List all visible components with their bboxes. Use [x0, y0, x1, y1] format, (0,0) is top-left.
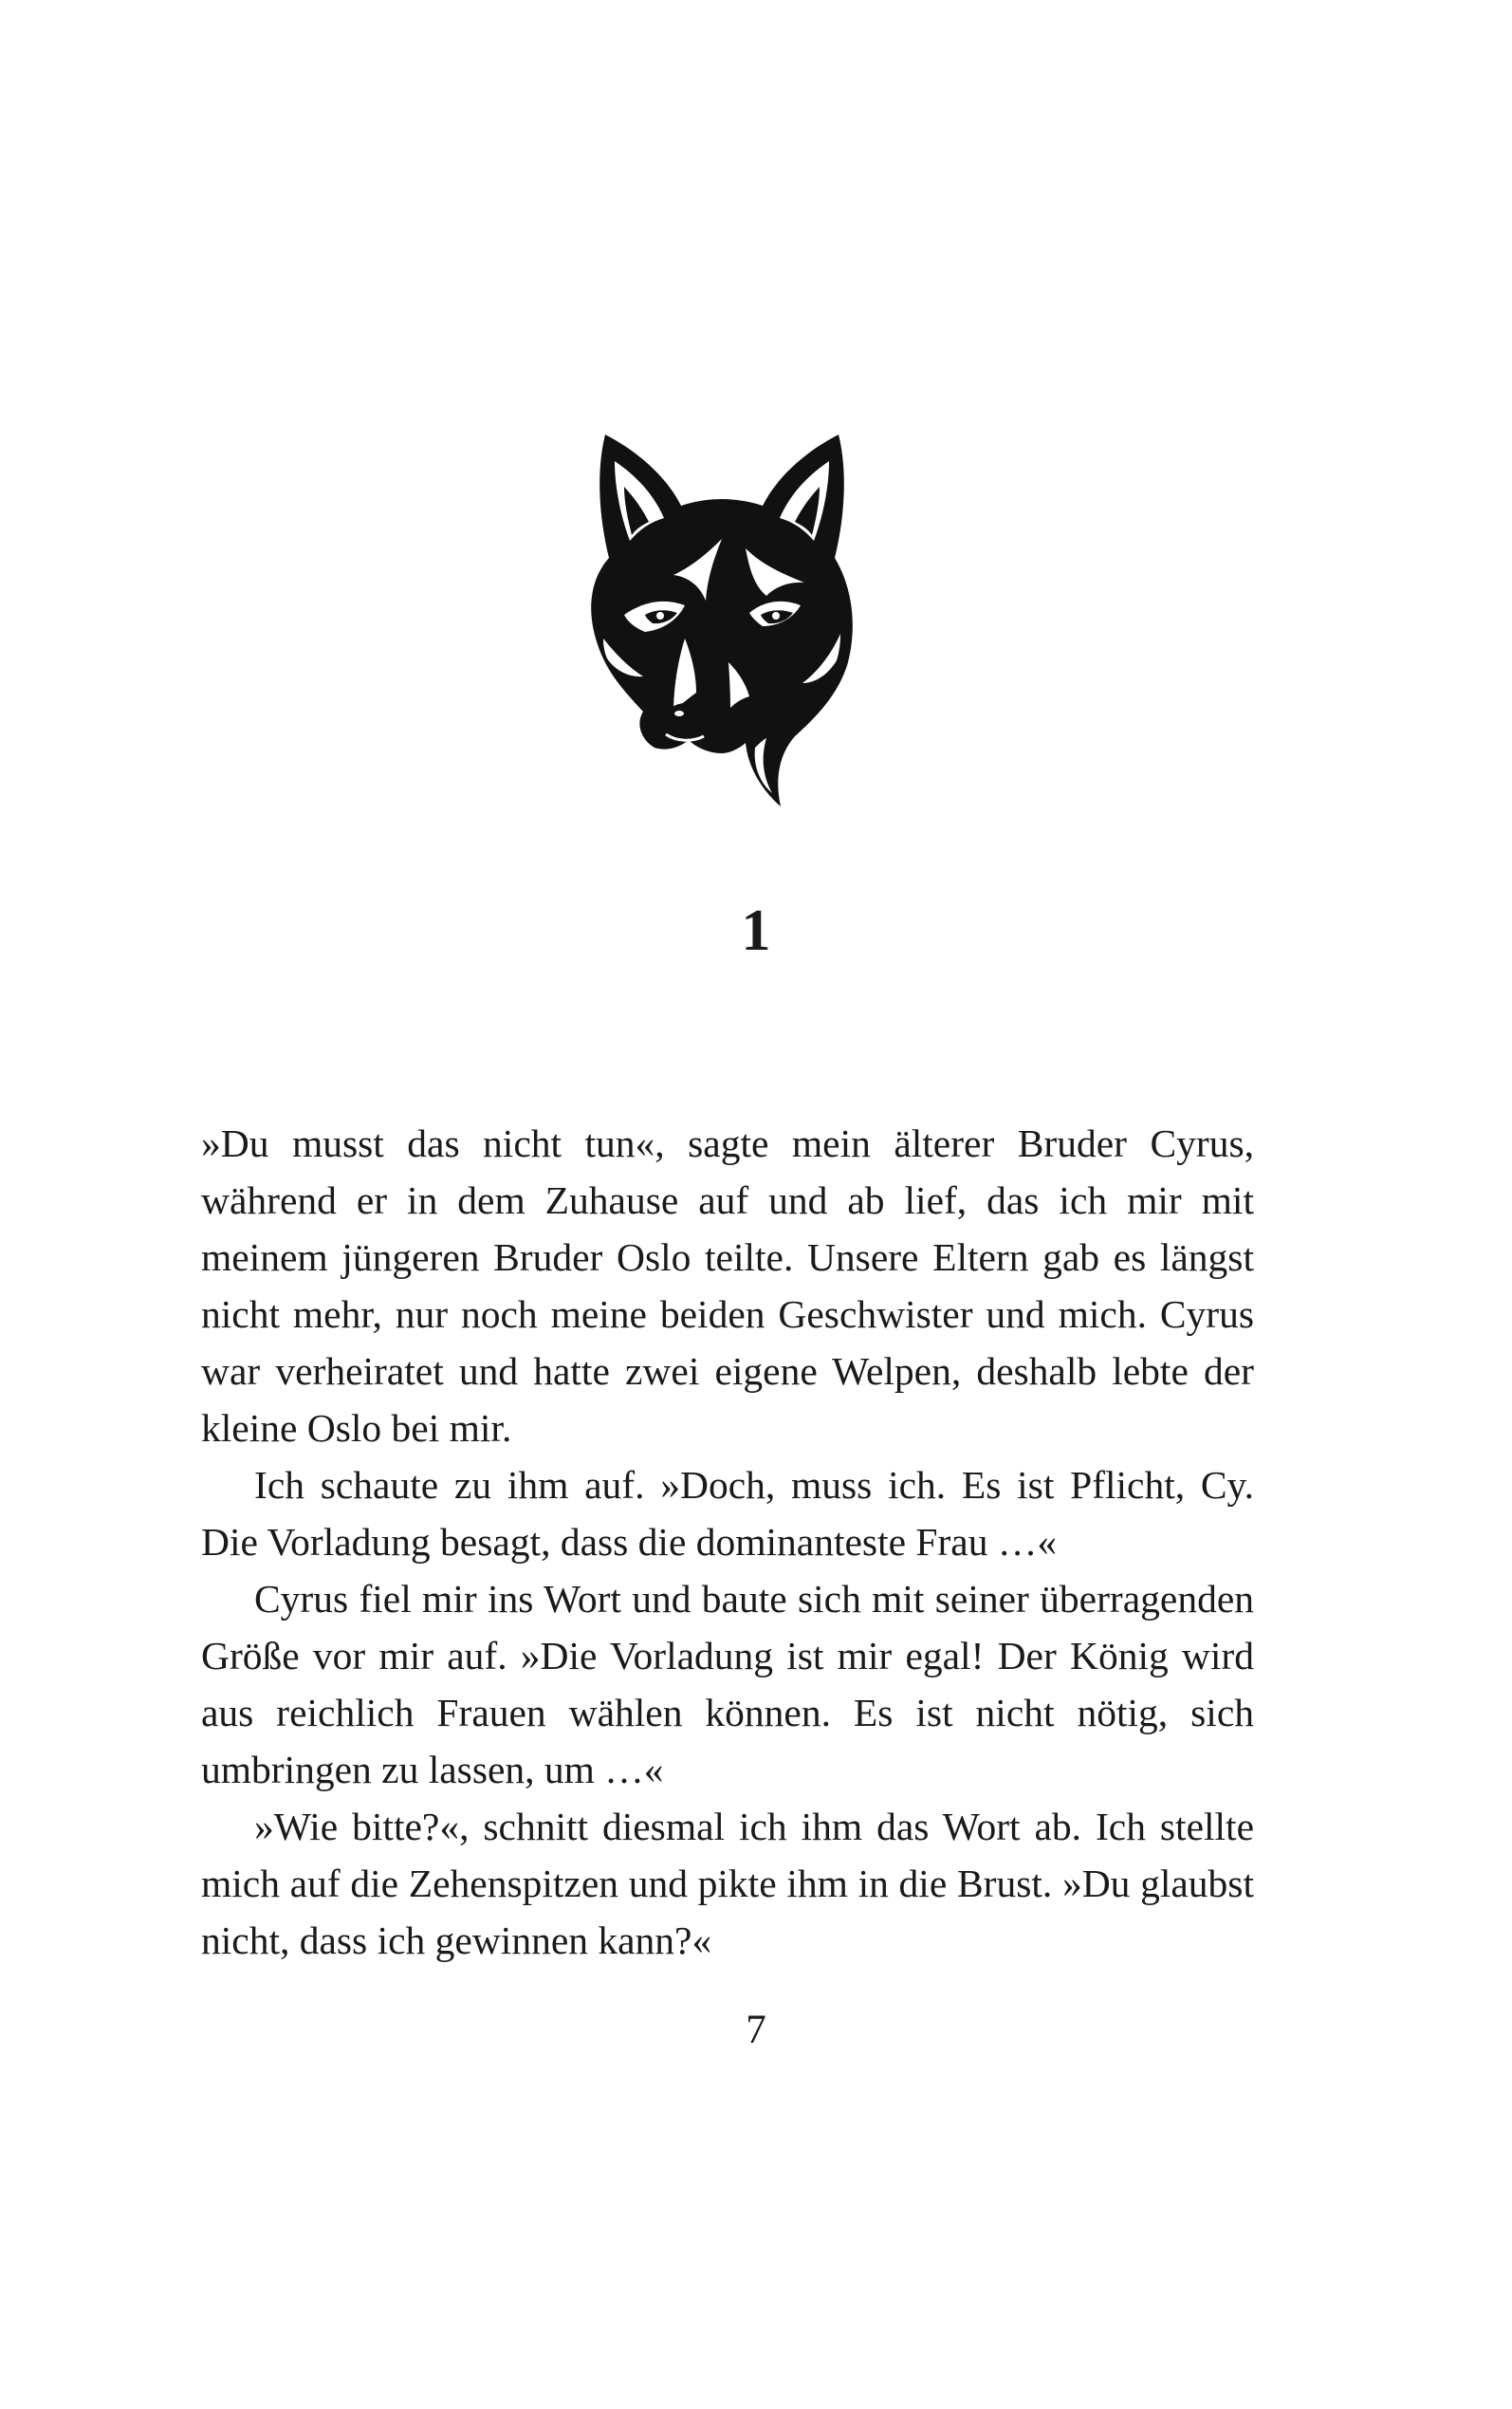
page-number: 7 [746, 2008, 766, 2052]
chapter-number: 1 [741, 899, 771, 963]
body-text [201, 1115, 1254, 1969]
wolf-head-icon [586, 435, 857, 806]
paragraph: Cyrus fiel mir ins Wort und baute sich mit seiner überragenden Größe vor mir auf. »Die Vorladung ist mir egal! Der König wird aus reichlich Frauen wählen können. Es ist nicht nötig, sich umbringen zu lassen, um …« [201, 1577, 1254, 1791]
paragraph: »Du musst das nicht tun«, sagte mein älterer Bruder Cyrus, während er in dem Zuhause auf und ab lief, das ich mir mit meinem jüngeren Bruder Oslo teilte. Unsere Eltern gab es längst nicht mehr, nur noch meine beiden Geschwister und mich. Cyrus war verheiratet und hatte zwei eigene Welpen, deshalb lebte der kleine Oslo bei mir. [201, 1121, 1254, 1450]
paragraph: Ich schaute zu ihm auf. »Doch, muss ich. Es ist Pflicht, Cy. Die Vorladung besagt, dass die dominanteste Frau …« [201, 1463, 1254, 1564]
paragraph: »Wie bitte?«, schnitt diesmal ich ihm das Wort ab. Ich stellte mich auf die Zehenspitzen und pikte ihm in die Brust. »Du glaubst nicht, dass ich gewinnen kann?« [201, 1805, 1254, 1962]
